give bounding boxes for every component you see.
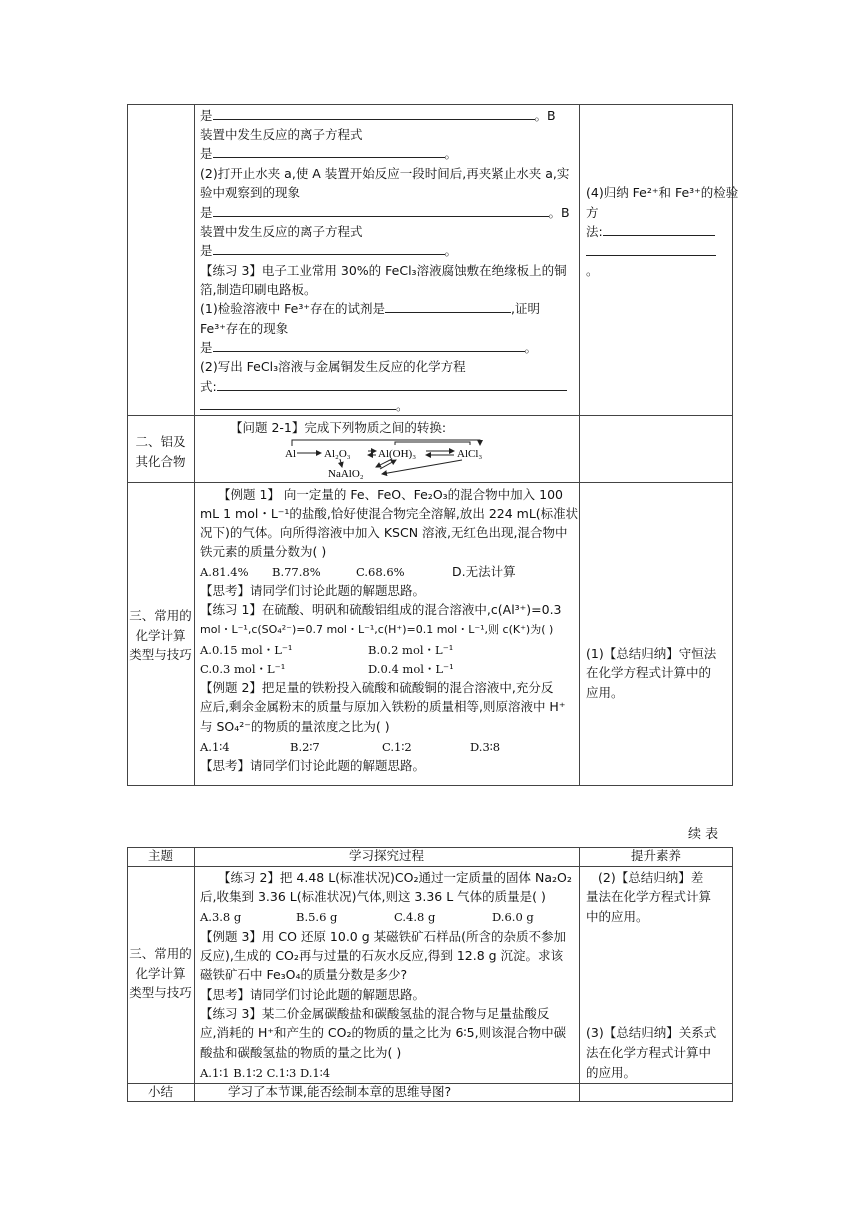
topic-label: 二、铝及	[135, 434, 186, 449]
text-line: 【练习 3】电子工业常用 30%的 FeCl₃溶液腐蚀敷在绝缘板上的铜	[200, 263, 567, 278]
option: A.1∶4	[200, 740, 230, 754]
option: A.1∶1 B.1∶2 C.1∶3 D.1∶4	[200, 1066, 331, 1080]
option: A.3.8 g	[200, 910, 242, 924]
topic-label: 化学计算	[135, 966, 186, 981]
node-alcl3: AlCl₃	[457, 448, 483, 460]
col-header-literacy: 提升素养	[630, 848, 681, 863]
example-2: 【例题 2】把足量的铁粉投入硫酸和硫酸铜的混合溶液中,充分反	[200, 680, 554, 695]
think: 【思考】请同学们讨论此题的解题思路。	[200, 758, 426, 773]
summary-line: 。	[586, 263, 599, 278]
option: C.1∶2	[382, 740, 412, 754]
summary-line: 法在化学方程式计算中	[586, 1045, 712, 1060]
col-header-topic: 主题	[147, 848, 173, 863]
think: 【思考】请同学们讨论此题的解题思路。	[200, 583, 426, 598]
topic-label: 类型与技巧	[129, 985, 192, 1000]
option: A.0.15 mol・L⁻¹	[200, 643, 293, 657]
text-line: 装置中发生反应的离子方程式	[200, 224, 363, 239]
node-aloh3: Al(OH)₃	[378, 448, 417, 460]
think: 【思考】请同学们讨论此题的解题思路。	[200, 987, 426, 1002]
example-2: 应后,剩余金属粉末的质量与原加入铁粉的质量相等,则原溶液中 H⁺	[200, 699, 566, 714]
example-1: 【例题 1】 向一定量的 Fe、FeO、Fe₂O₃的混合物中加入 100	[218, 487, 563, 502]
practice-3: 【练习 3】某二价金属碳酸盐和碳酸氢盐的混合物与足量盐酸反	[200, 1006, 550, 1021]
continued-label: 续 表	[688, 827, 719, 842]
summary-line: (3)【总结归纳】关系式	[586, 1025, 717, 1040]
text-line: 箔,制造印刷电路板。	[200, 282, 317, 297]
option: D.0.4 mol・L⁻¹	[368, 662, 454, 676]
example-2: 与 SO₄²⁻的物质的量浓度之比为( )	[200, 719, 390, 734]
practice-2: 【练习 2】把 4.48 L(标准状况)CO₂通过一定质量的固体 Na₂O₂	[218, 870, 572, 885]
option: B.77.8%	[272, 565, 321, 579]
practice-3: 应,消耗的 H⁺和产生的 CO₂的物质的量之比为 6∶5,则该混合物中碳	[200, 1025, 567, 1040]
option: C.4.8 g	[394, 910, 436, 924]
node-al2o3: Al₂O₃	[324, 448, 351, 460]
text-line: 验中观察到的现象	[200, 185, 301, 200]
summary-line: 量法在化学方程式计算	[586, 889, 712, 904]
summary-text: 学习了本节课,能否绘制本章的思维导图?	[228, 1084, 452, 1099]
col-header-process: 学习探究过程	[348, 848, 424, 863]
summary-label: 小结	[147, 1084, 173, 1099]
text-line: 是	[200, 108, 213, 123]
example-3: 反应),生成的 CO₂再与过量的石灰水反应,得到 12.8 g 沉淀。求该	[200, 948, 564, 963]
example-3: 磁铁矿石中 Fe₃O₄的质量分数是多少?	[200, 967, 408, 982]
practice-1: 【练习 1】在硫酸、明矾和硫酸铝组成的混合溶液中,c(Al³⁺)=0.3	[200, 602, 562, 617]
example-1: mL 1 mol・L⁻¹的盐酸,恰好使混合物完全溶解,放出 224 mL(标准状	[200, 506, 579, 521]
option: B.0.2 mol・L⁻¹	[368, 643, 454, 657]
topic-label: 化学计算	[135, 628, 186, 643]
summary-line: (4)归纳 Fe²⁺和 Fe³⁺的检验	[586, 185, 739, 200]
text-line: (2)打开止水夹 a,使 A 装置开始反应一段时间后,再夹紧止水夹 a,实	[200, 166, 570, 181]
example-3: 【例题 3】用 CO 还原 10.0 g 某磁铁矿石样品(所含的杂质不参加	[200, 929, 567, 944]
option: D.无法计算	[452, 564, 516, 579]
summary-line: 的应用。	[586, 1065, 637, 1080]
topic-label: 三、常用的	[129, 608, 192, 623]
option: D.6.0 g	[492, 910, 534, 924]
aluminum-conversion-diagram	[280, 436, 500, 482]
summary-line: 在化学方程式计算中的	[586, 665, 712, 680]
summary-line: 中的应用。	[586, 909, 649, 924]
option: B.5.6 g	[296, 910, 338, 924]
text-line: (2)写出 FeCl₃溶液与金属铜发生反应的化学方程	[200, 359, 466, 374]
option: C.68.6%	[356, 565, 405, 579]
node-naalo2: NaAlO₂	[328, 468, 364, 480]
text-line: Fe³⁺存在的现象	[200, 321, 289, 336]
summary-line: (2)【总结归纳】差	[598, 870, 704, 885]
practice-1: mol・L⁻¹,c(SO₄²⁻)=0.7 mol・L⁻¹,c(H⁺)=0.1 mol・L⁻¹,则 c(K⁺)为( )	[200, 623, 554, 636]
topic-label: 三、常用的	[129, 946, 192, 961]
option: A.81.4%	[200, 565, 249, 579]
option: C.0.3 mol・L⁻¹	[200, 662, 286, 676]
topic-label: 类型与技巧	[129, 647, 192, 662]
summary-line: (1)【总结归纳】守恒法	[586, 646, 717, 661]
practice-3: 酸盐和碳酸氢盐的物质的量之比为( )	[200, 1045, 402, 1060]
question-2-1: 【问题 2-1】完成下列物质之间的转换:	[230, 420, 447, 435]
text-line: 装置中发生反应的离子方程式	[200, 127, 363, 142]
practice-2: 后,收集到 3.36 L(标准状况)气体,则这 3.36 L 气体的质量是( )	[200, 889, 546, 904]
node-al: Al	[285, 448, 296, 460]
summary-line: 方	[586, 205, 599, 220]
example-1: 况下)的气体。向所得溶液中加入 KSCN 溶液,无红色出现,混合物中	[200, 525, 568, 540]
example-1: 铁元素的质量分数为( )	[200, 544, 327, 559]
option: B.2∶7	[290, 740, 320, 754]
option: D.3∶8	[470, 740, 501, 754]
topic-label: 其化合物	[135, 454, 186, 469]
summary-line: 应用。	[586, 685, 624, 700]
